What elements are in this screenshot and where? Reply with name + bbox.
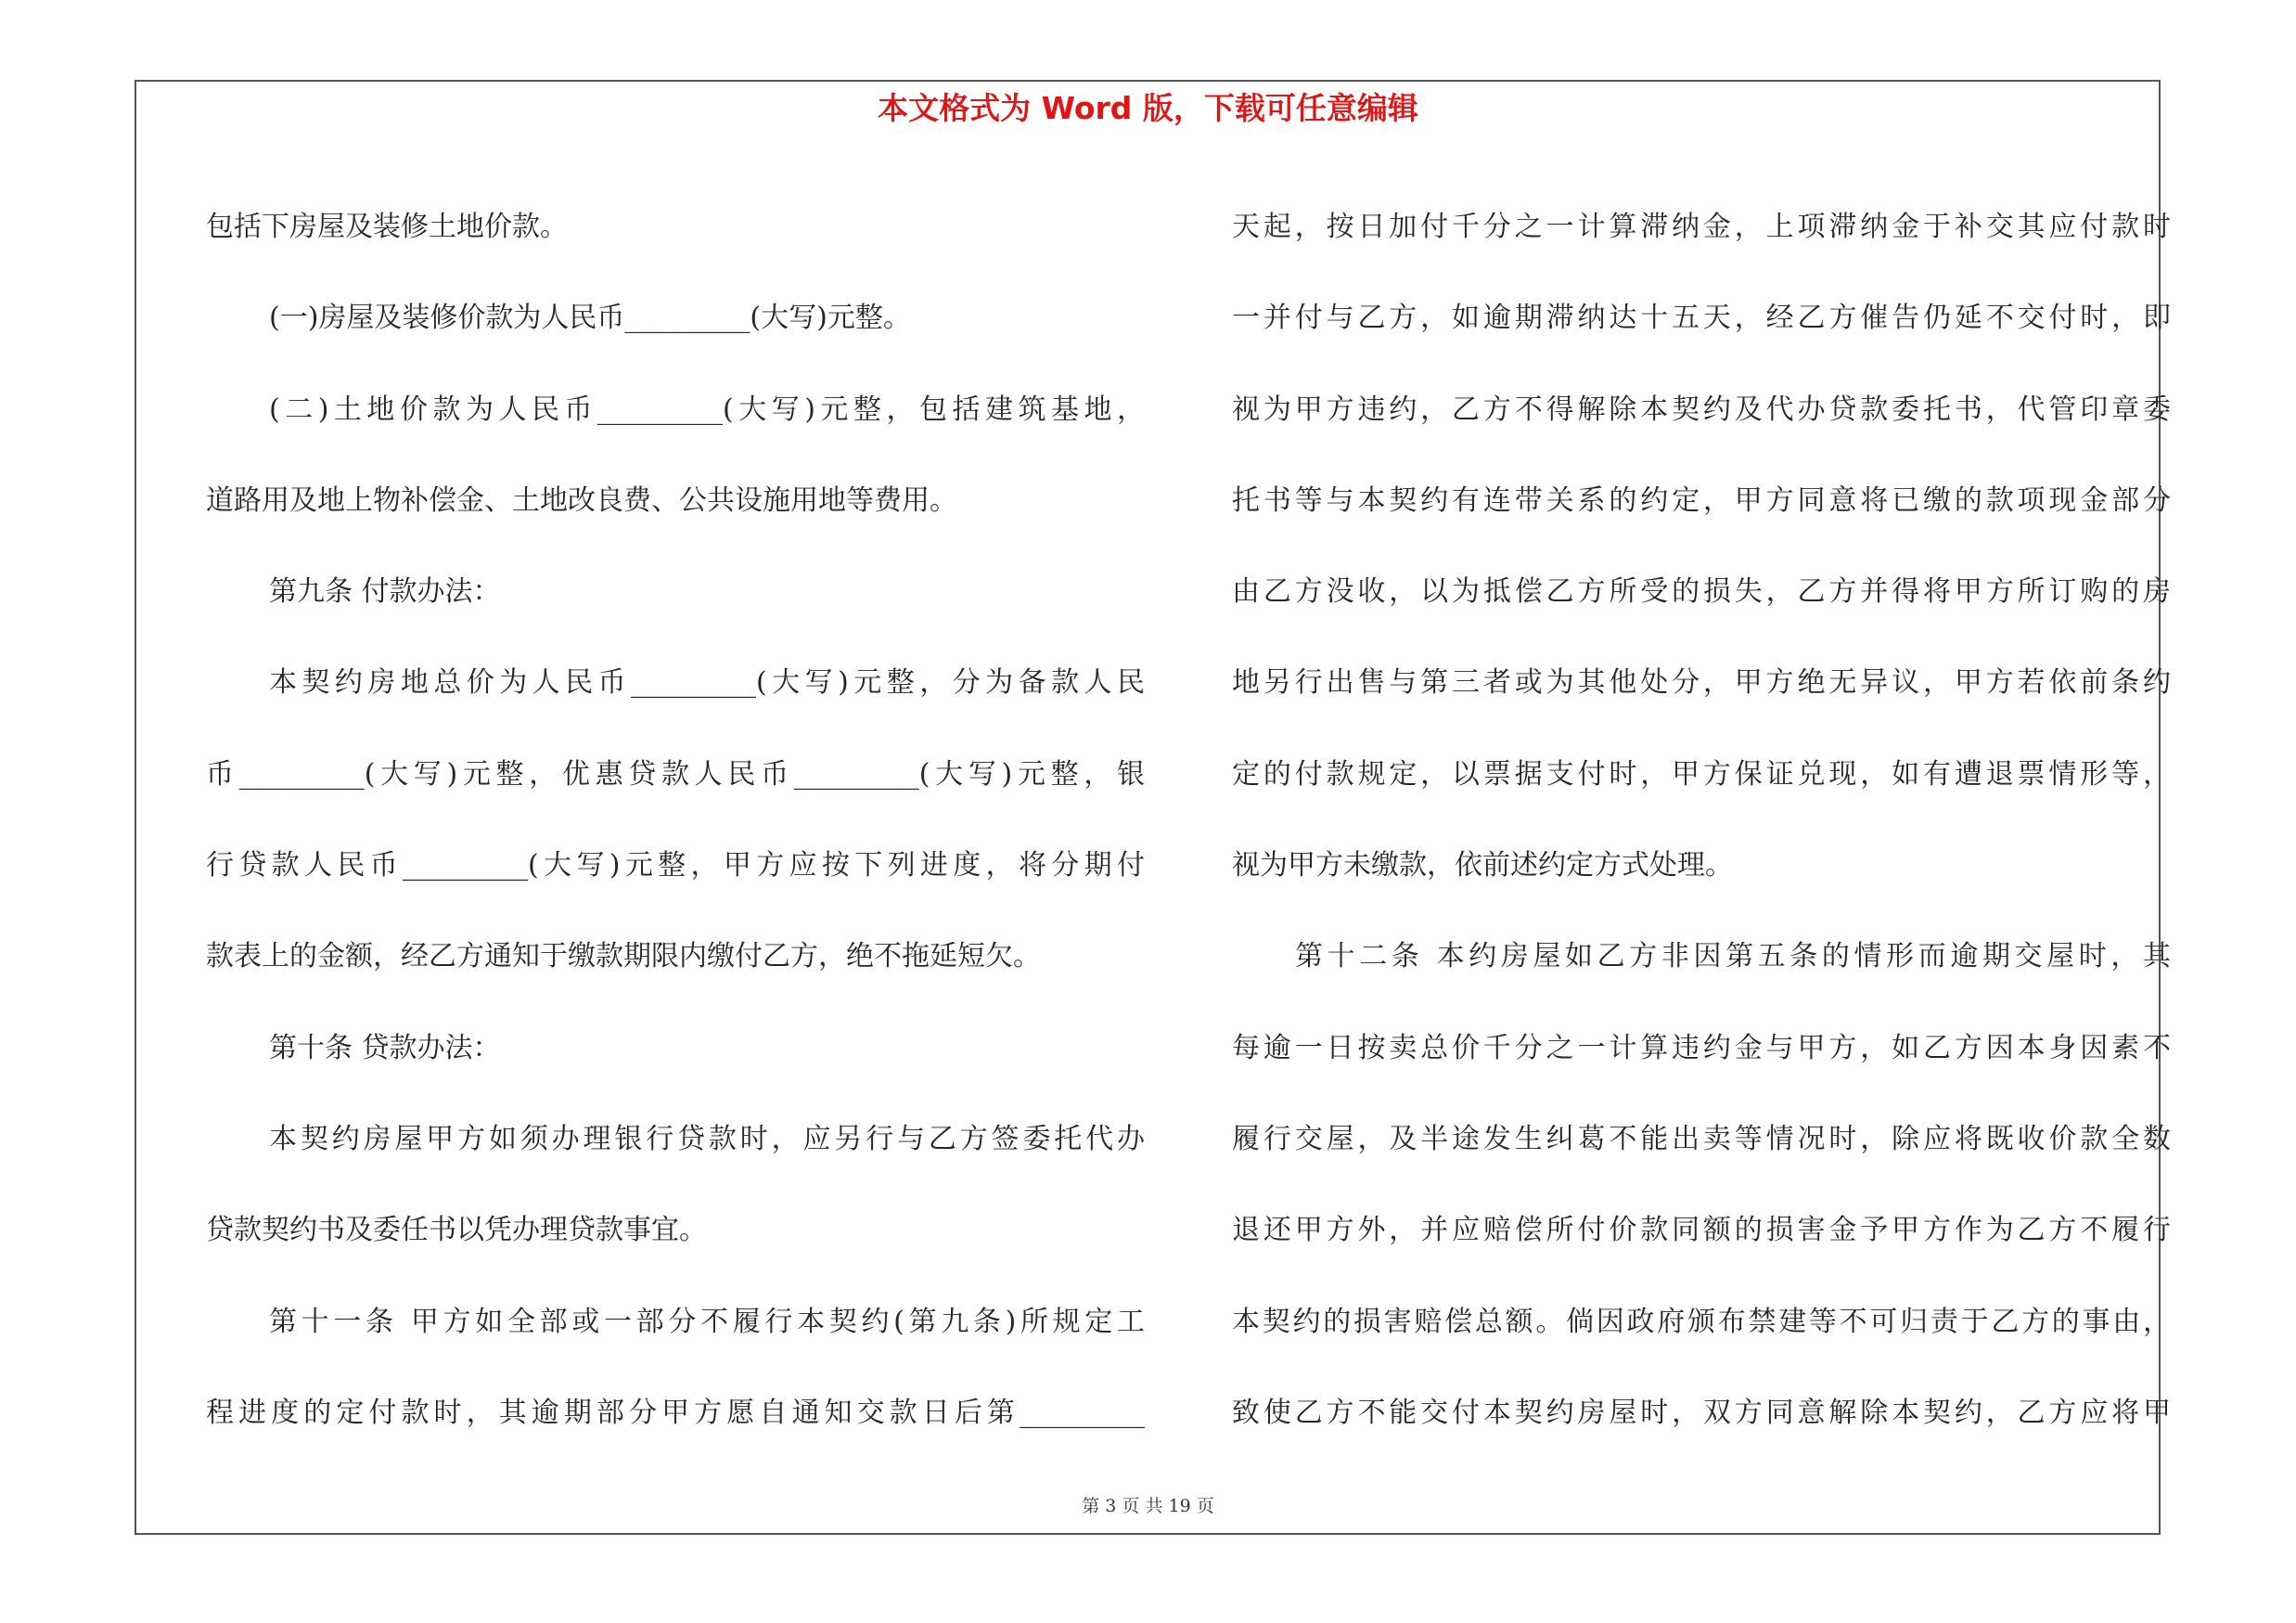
text-line: 退还甲方外，并应赔偿所付价款同额的损害金予甲方作为乙方不履行 [1232,1214,2171,1247]
text-line: 天起，按日加付千分之一计算滞纳金，上项滞纳金于补交其应付款时 [1232,211,2171,243]
text-line: 贷款契约书及委任书以凭办理贷款事宜。 [206,1214,707,1247]
text-line: 视为甲方未缴款，依前述约定方式处理。 [1232,849,1733,882]
text-line: 由乙方没收，以为抵偿乙方所受的损失，乙方并得将甲方所订购的房 [1232,575,2171,609]
right-text-column [1232,182,2171,1459]
text-line: 第十条 贷款办法： [269,1031,501,1064]
text-line: 本契约的损害赔偿总额。倘因政府颁布禁建等不可归责于乙方的事由， [1232,1305,2171,1338]
page-number-footer: 第 3 页 共 19 页 [1082,1496,1214,1516]
text-line: 包括下房屋及装修土地价款。 [206,211,568,243]
header-banner: 本文格式为 Word 版，下载可任意编辑 [878,90,1418,126]
left-text-column [206,182,1145,1459]
text-line: (二)土地价款为人民币_________(大写)元整，包括建筑基地， [269,393,1145,426]
text-line: 履行交屋，及半途发生纠葛不能出卖等情况时，除应将既收价款全数 [1232,1122,2171,1155]
text-line: 托书等与本契约有连带关系的约定，甲方同意将已缴的款项现金部分 [1232,483,2171,517]
text-line: 程进度的定付款时，其逾期部分甲方愿自通知交款日后第_________ [206,1396,1145,1429]
text-line: 行贷款人民币_________(大写)元整，甲方应按下列进度，将分期付 [206,849,1145,882]
text-line: 本契约房地总价为人民币_________(大写)元整，分为备款人民 [269,666,1145,700]
text-line: 每逾一日按卖总价千分之一计算违约金与甲方，如乙方因本身因素不 [1232,1031,2171,1064]
text-line: 本契约房屋甲方如须办理银行贷款时，应另行与乙方签委托代办 [269,1122,1145,1155]
text-line: 第九条 付款办法： [269,575,501,609]
text-line: 款表上的金额，经乙方通知于缴款期限内缴付乙方，绝不拖延短欠。 [206,940,1041,973]
text-line: 第十二条 本约房屋如乙方非因第五条的情形而逾期交屋时，其 [1295,940,2171,973]
text-line: 定的付款规定，以票据支付时，甲方保证兑现，如有遭退票情形等， [1232,757,2171,791]
text-line: (一)房屋及装修价款为人民币_________(大写)元整。 [269,302,911,335]
text-line: 币_________(大写)元整，优惠贷款人民币_________(大写)元整，银 [206,757,1145,791]
text-line: 地另行出售与第三者或为其他处分，甲方绝无异议，甲方若依前条约 [1232,666,2171,700]
text-line: 致使乙方不能交付本契约房屋时，双方同意解除本契约，乙方应将甲 [1232,1396,2171,1429]
text-line: 一并付与乙方，如逾期滞纳达十五天，经乙方催告仍延不交付时，即 [1232,302,2171,335]
text-line: 第十一条 甲方如全部或一部分不履行本契约(第九条)所规定工 [269,1305,1145,1338]
text-line: 视为甲方违约，乙方不得解除本契约及代办贷款委托书，代管印章委 [1232,393,2171,426]
text-line: 道路用及地上物补偿金、土地改良费、公共设施用地等费用。 [206,483,957,517]
